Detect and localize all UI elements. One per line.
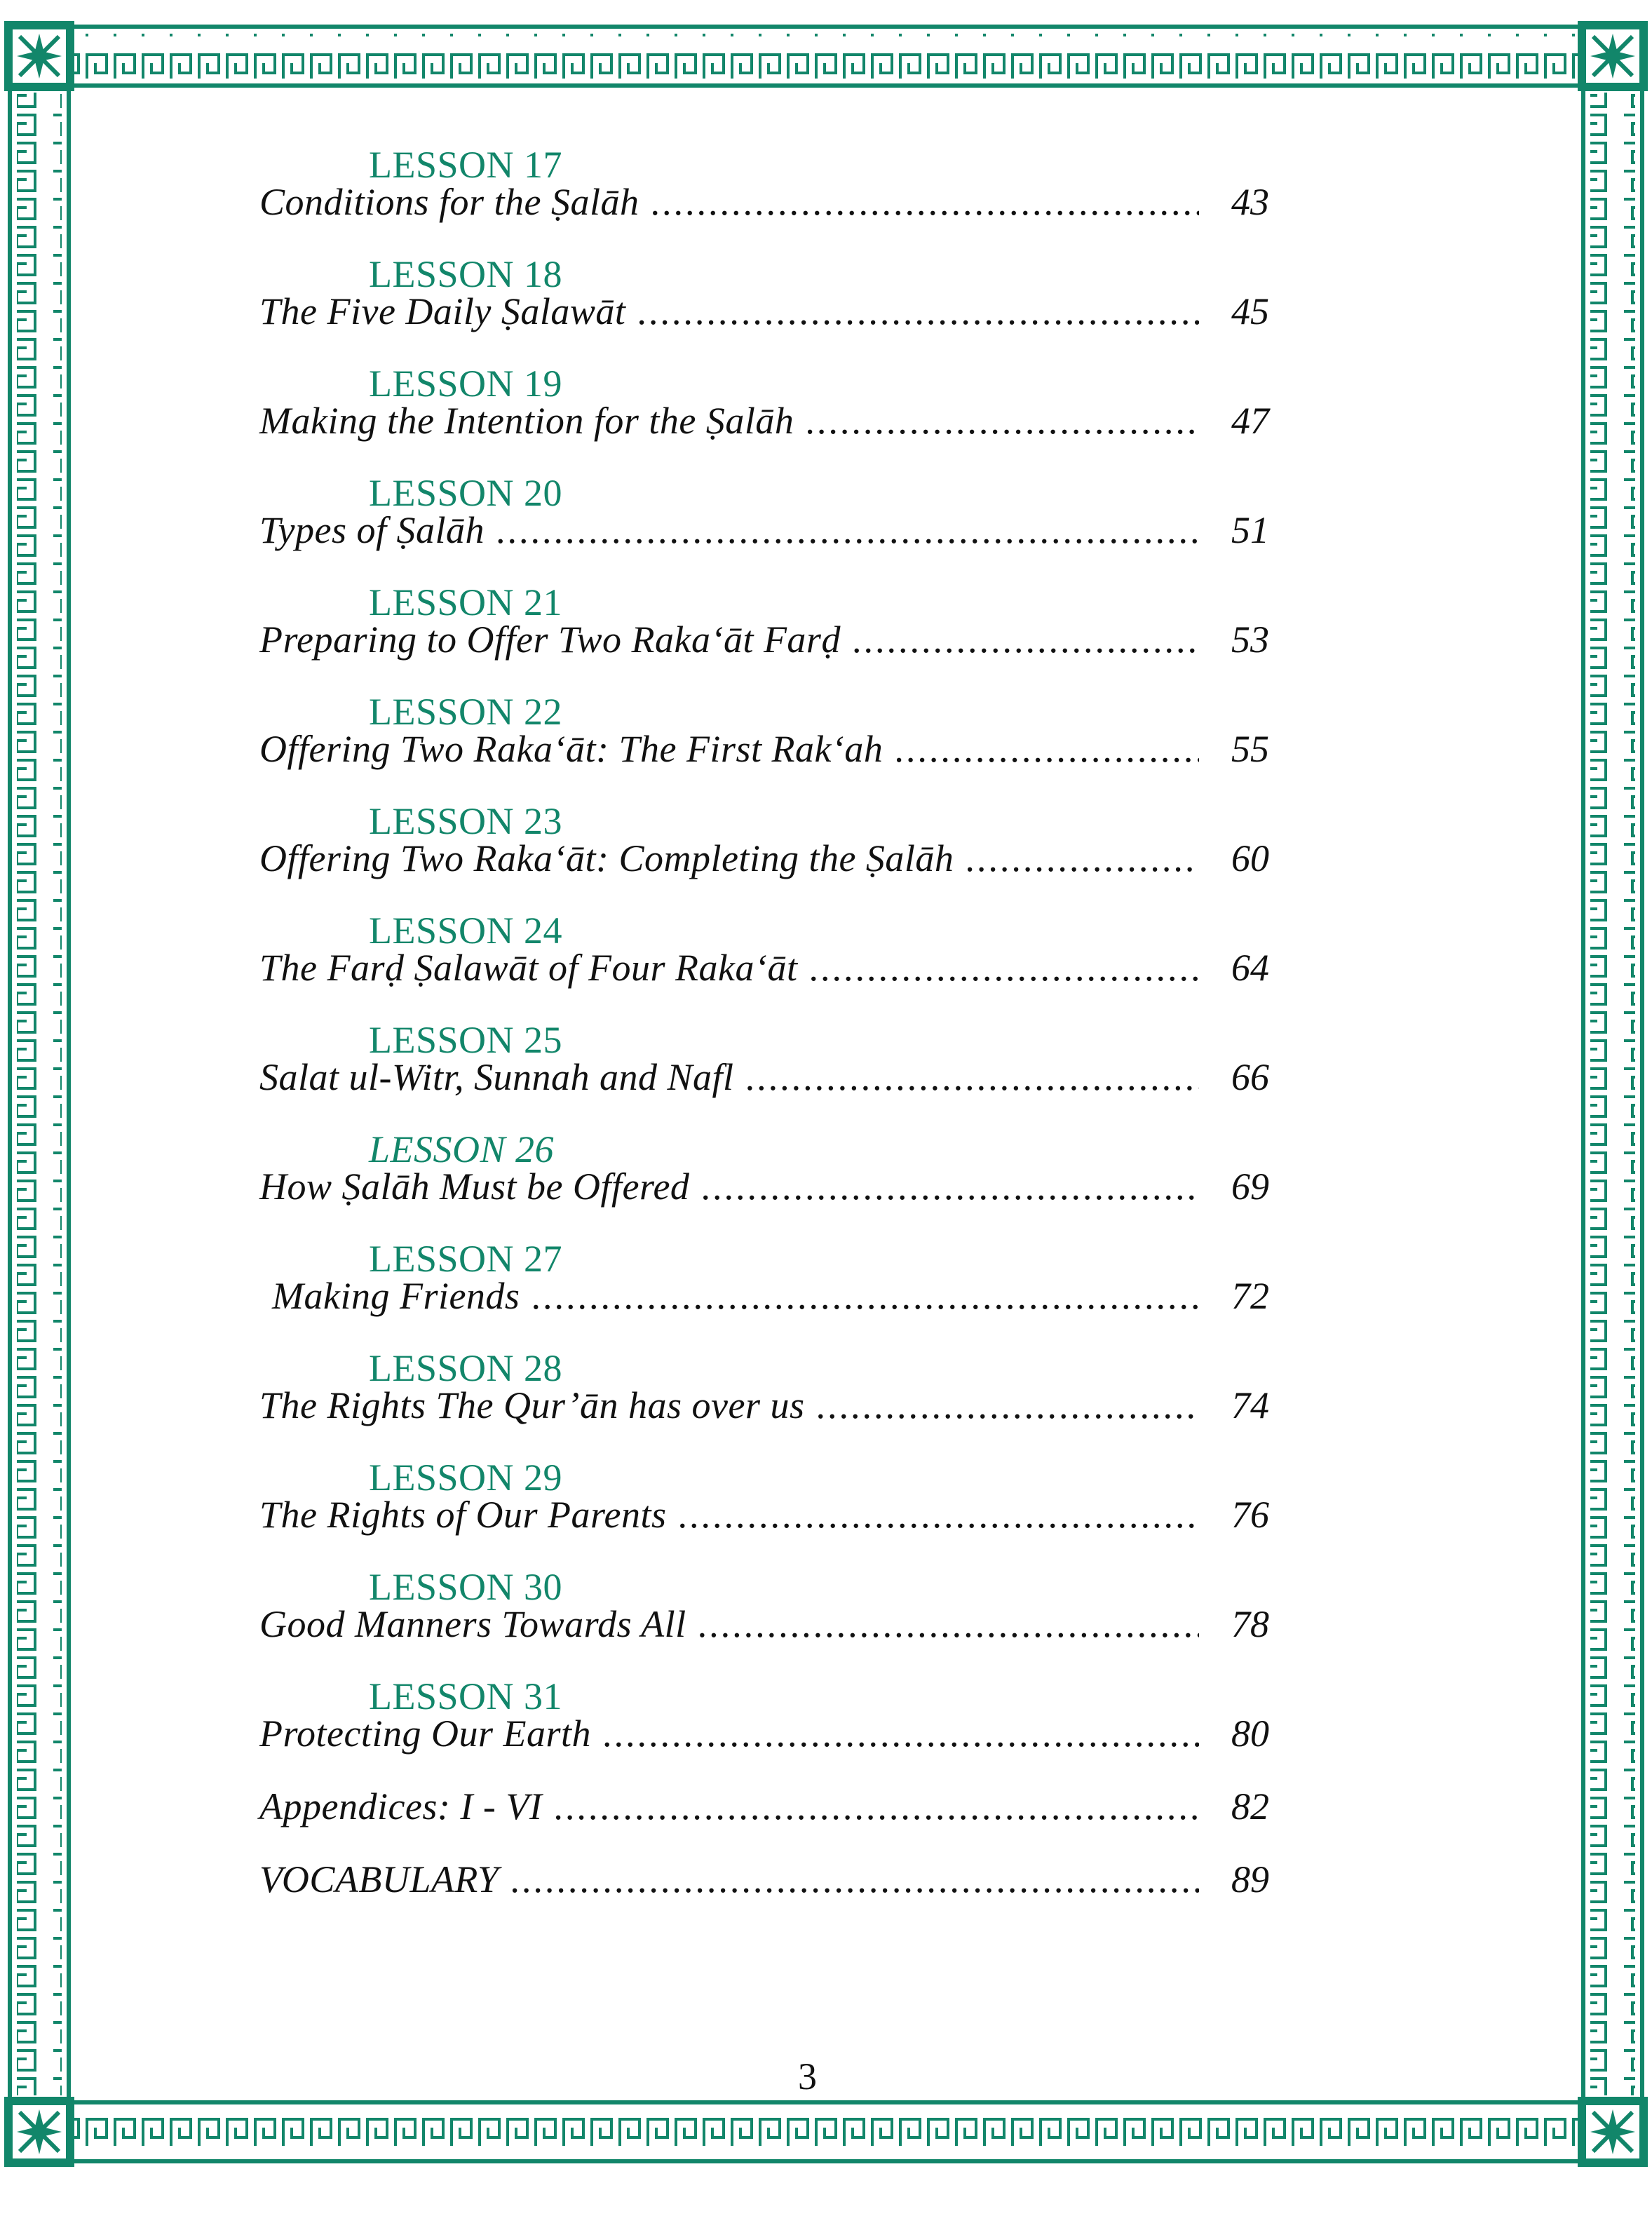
toc-line: [259, 1165, 1269, 1210]
lesson-label: LESSON 20: [369, 472, 563, 514]
lesson-title: How Ṣalāh Must be Offered: [259, 1165, 690, 1208]
corner-ornament-top-left: [4, 21, 74, 91]
toc-line: [259, 1384, 1269, 1428]
toc-entry-vocabulary: [259, 1858, 1269, 1931]
page-ref: 72: [1231, 1275, 1269, 1317]
dot-leader: [965, 837, 1199, 880]
page-ref: 45: [1231, 290, 1269, 332]
page-ref: 76: [1231, 1494, 1269, 1536]
toc-entry: [259, 1675, 1269, 1785]
lesson-label: LESSON 19: [369, 363, 563, 405]
lesson-title: Types of Ṣalāh: [259, 509, 485, 551]
toc-line: [259, 1712, 1269, 1757]
lesson-title: Offering Two Raka‘āt: Completing the Ṣalāh: [259, 837, 954, 879]
toc-line: [259, 1858, 1269, 1903]
lesson-title: Conditions for the Ṣalāh: [259, 181, 639, 223]
lesson-title: Making the Intention for the Ṣalāh: [259, 400, 794, 442]
page-number: 3: [798, 2055, 817, 2097]
toc-entry-appendices: [259, 1785, 1269, 1858]
toc-entry: [259, 144, 1269, 253]
dot-leader: [678, 1493, 1199, 1536]
vocabulary-title: VOCABULARY: [259, 1858, 499, 1900]
lesson-label: LESSON 21: [369, 581, 563, 623]
lesson-title: The Farḍ Ṣalawāt of Four Raka‘āt: [259, 947, 798, 989]
page-ref: 66: [1231, 1056, 1269, 1098]
lesson-label: LESSON 27: [369, 1238, 563, 1280]
lesson-label: LESSON 28: [369, 1347, 563, 1389]
toc-line: [259, 837, 1269, 881]
lesson-label: LESSON 26: [369, 1128, 555, 1170]
lesson-label: LESSON 17: [369, 144, 563, 186]
dot-leader: [852, 618, 1199, 661]
toc-entry: [259, 363, 1269, 472]
toc-entry: [259, 800, 1269, 910]
page-ref: 82: [1231, 1785, 1269, 1827]
dot-leader: [700, 1165, 1199, 1208]
dot-leader: [553, 1785, 1199, 1828]
page-ref: 74: [1231, 1384, 1269, 1426]
lesson-title: Protecting Our Earth: [259, 1712, 591, 1755]
page-ref: 78: [1231, 1603, 1269, 1645]
lesson-label: LESSON 24: [369, 910, 563, 952]
toc-entry: [259, 1457, 1269, 1566]
page-ref: 69: [1231, 1165, 1269, 1208]
dot-leader: [808, 946, 1199, 989]
page-ref: 47: [1231, 400, 1269, 442]
appendices-title: Appendices: I - VI: [259, 1785, 543, 1827]
lesson-title: Salat ul-Witr, Sunnah and Nafl: [259, 1056, 734, 1098]
page-ref: 60: [1231, 837, 1269, 879]
toc-entry: [259, 253, 1269, 363]
toc-line: [259, 290, 1269, 335]
toc-line: [259, 946, 1269, 991]
corner-ornament-bottom-left: [4, 2097, 74, 2167]
toc-entry: [259, 1238, 1269, 1347]
toc-entry: [259, 691, 1269, 800]
lesson-label: LESSON 25: [369, 1019, 563, 1061]
dot-leader: [745, 1055, 1199, 1099]
toc-line: [259, 1493, 1269, 1538]
toc-entry: [259, 1019, 1269, 1128]
page-ref: 53: [1231, 619, 1269, 661]
toc-line: [259, 1274, 1269, 1319]
dot-leader: [531, 1274, 1199, 1318]
dot-leader: [815, 1384, 1199, 1427]
table-of-contents: [259, 144, 1269, 1931]
toc-line: [259, 727, 1269, 772]
lesson-label: LESSON 23: [369, 800, 563, 842]
dot-leader: [510, 1858, 1199, 1901]
lesson-label: LESSON 22: [369, 691, 563, 733]
lesson-title: The Rights of Our Parents: [259, 1494, 667, 1536]
page-ref: 51: [1231, 509, 1269, 551]
lesson-title: Offering Two Raka‘āt: The First Rak‘ah: [259, 728, 883, 770]
dot-leader: [805, 399, 1199, 442]
lesson-label: LESSON 18: [369, 253, 563, 295]
toc-line: [259, 1602, 1269, 1647]
toc-entry: [259, 472, 1269, 581]
lesson-label: LESSON 29: [369, 1457, 563, 1499]
toc-line: [259, 1055, 1269, 1100]
toc-entry: [259, 1566, 1269, 1675]
lesson-title: Good Manners Towards All: [259, 1603, 686, 1645]
lesson-title: The Rights The Qur’ān has over us: [259, 1384, 805, 1426]
toc-line: [259, 508, 1269, 553]
toc-entry: [259, 581, 1269, 691]
dot-leader: [651, 180, 1199, 224]
lesson-label: LESSON 31: [369, 1675, 563, 1717]
dot-leader: [698, 1602, 1199, 1646]
dot-leader: [602, 1712, 1199, 1755]
corner-ornament-bottom-right: [1578, 2097, 1648, 2167]
page-ref: 43: [1231, 181, 1269, 223]
page-ref: 80: [1231, 1712, 1269, 1755]
page-ref: 89: [1231, 1858, 1269, 1900]
lesson-title: The Five Daily Ṣalawāt: [259, 290, 626, 332]
toc-entry: [259, 1347, 1269, 1457]
toc-line: [259, 180, 1269, 225]
lesson-label: LESSON 30: [369, 1566, 563, 1608]
toc-line: [259, 1785, 1269, 1830]
dot-leader: [637, 290, 1199, 333]
lesson-title: Preparing to Offer Two Raka‘āt Farḍ: [259, 619, 841, 661]
corner-ornament-top-right: [1578, 21, 1648, 91]
toc-entry: [259, 1128, 1269, 1238]
toc-line: [259, 399, 1269, 444]
dot-leader: [496, 508, 1199, 552]
page-ref: 64: [1231, 947, 1269, 989]
lesson-title: Making Friends: [272, 1275, 520, 1317]
dot-leader: [894, 727, 1199, 771]
toc-line: [259, 618, 1269, 663]
page-ref: 55: [1231, 728, 1269, 770]
toc-entry: [259, 910, 1269, 1019]
